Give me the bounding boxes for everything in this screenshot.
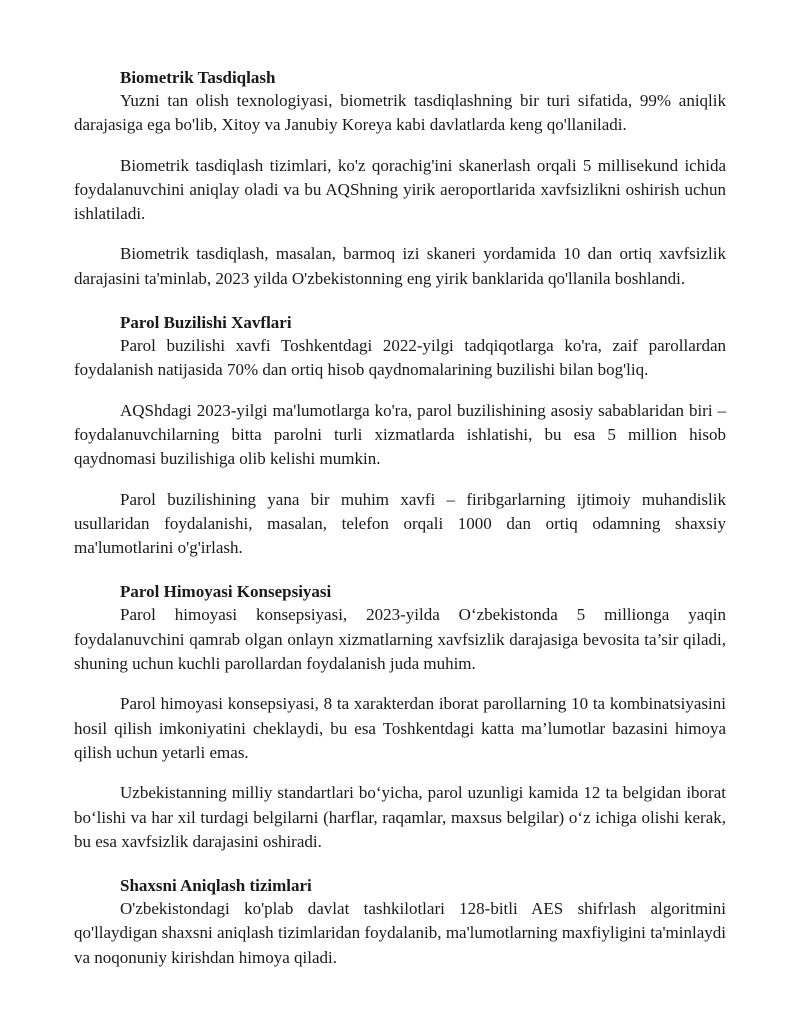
paragraph: AQShdagi 2023-yilgi ma'lumotlarga ko'ra, parol buzilishining asosiy sabablaridan biri – foydalanuvchilarning bitta parolni turli xizmatlarda ishlatishi, bu esa 5 million hisob qaydnomasi buzilishiga olib kelishi mumkin. <box>74 400 726 469</box>
paragraph: Biometrik tasdiqlash, masalan, barmoq izi skaneri yordamida 10 dan ortiq xavfsizlik darajasini ta'minlab, 2023 yilda O'zbekistonning eng yirik banklarida qo'llanila boshlandi. <box>74 244 726 288</box>
paragraph: Biometrik tasdiqlash tizimlari, ko'z qorachig'ini skanerlash orqali 5 millisekund ichida foydalanuvchini aniqlay oladi va bu AQShning yirik aeroportlarida xavfsizlikni oshirish uchun ishlatiladi. <box>74 155 726 224</box>
paragraph: Uzbekistanning milliy standartlari boʻyicha, parol uzunligi kamida 12 ta belgidan iborat boʻlishi va har xil turdagi belgilarni (harflar, raqamlar, maxsus belgilar) oʻz ichiga olishi kerak, bu esa xavfsizlik darajasini oshiradi. <box>74 783 726 851</box>
section-biometric-authentication <box>74 66 726 291</box>
section-heading: Parol Buzilishi Xavflari <box>120 313 292 333</box>
paragraph: Parol buzilishi xavfi Toshkentdagi 2022-yilgi tadqiqotlarga ko'ra, zaif parollardan foydalanish natijasida 70% dan ortiq hisob qaydnomalarining buzilishi bilan bog'liq. <box>74 336 726 380</box>
section-identity-systems <box>74 874 726 970</box>
section-heading: Shaxsni Aniqlash tizimlari <box>120 876 312 896</box>
section-heading: Parol Himoyasi Konsepsiyasi <box>120 582 332 602</box>
paragraph: Parol himoyasi konsepsiyasi, 2023-yilda Oʻzbekistonda 5 millionga yaqin foydalanuvchini qamrab olgan onlayn xizmatlarning xavfsizlik darajasiga bevosita ta’sir qiladi, shuning uchun kuchli parollardan foydalanish juda muhim. <box>74 605 726 674</box>
section-heading: Biometrik Tasdiqlash <box>120 68 276 87</box>
paragraph: O'zbekistondagi ko'plab davlat tashkilotlari 128-bitli AES shifrlash algoritmini qo'llaydigan shaxsni aniqlash tizimlaridan foydalanib, ma'lumotlarning maxfiyligini ta'minlaydi va noqonuniy kirishdan himoya qiladi. <box>74 899 726 967</box>
section-password-breach-risks <box>74 311 726 560</box>
section-password-protection-concept <box>74 580 726 854</box>
paragraph: Parol buzilishining yana bir muhim xavfi – firibgarlarning ijtimoiy muhandislik usullaridan foydalanishi, masalan, telefon orqali 1000 dan ortiq odamning shaxsiy ma'lumotlarini o'g'irlash. <box>74 489 726 558</box>
paragraph: Parol himoyasi konsepsiyasi, 8 ta xarakterdan iborat parollarning 10 ta kombinatsiyasini hosil qilish imkoniyatini cheklaydi, bu esa Toshkentdagi katta ma’lumotlar bazasini himoya qilish uchun yetarli emas. <box>74 694 726 762</box>
paragraph: Yuzni tan olish texnologiyasi, biometrik tasdiqlashning bir turi sifatida, 99% aniqlik darajasiga ega bo'lib, Xitoy va Janubiy Koreya kabi davlatlarda keng qo'llaniladi. <box>74 91 726 135</box>
